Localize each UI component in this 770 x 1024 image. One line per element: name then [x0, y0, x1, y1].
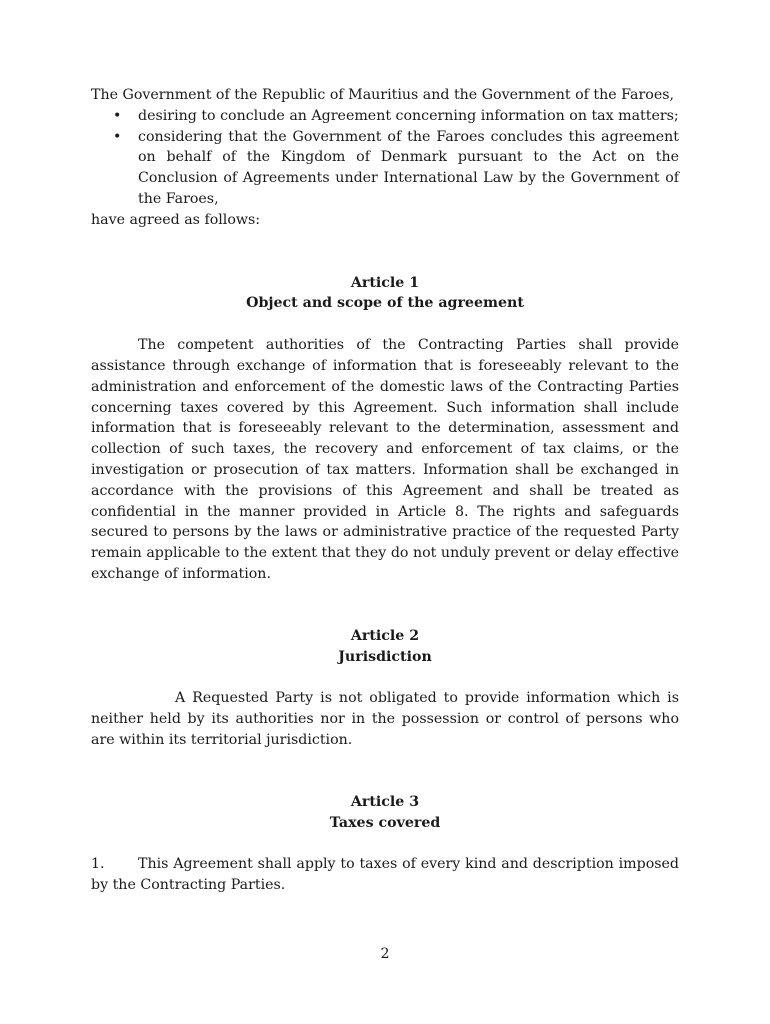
paragraph-text: This Agreement shall apply to taxes of every kind and description imposed by the Contracting Parties. [91, 856, 679, 894]
article-2-title: Jurisdiction [338, 648, 432, 665]
bullet-icon: • [113, 128, 122, 145]
article-3-number: Article 3 [350, 793, 420, 810]
article-1-body: The competent authorities of the Contracting Parties shall provide assistance through exchange of information that is foreseeably relevant to the administration and enforcement of the domestic laws of the Contracting Parties concerning taxes covered by this Agreement. Such information shall include information that is foreseeably relevant to the determination, assessment and collection of such taxes, the recovery and enforcement of tax claims, or the investigation or prosecution of tax matters. Information shall be exchanged in accordance with the provisions of this Agreement and shall be treated as confidential in the manner provided in Article 8. The rights and safeguards secured to persons by the laws or administrative practice of the requested Party remain applicable to the extent that they do not unduly prevent or delay effective exchange of information. [91, 337, 679, 582]
list-item [91, 106, 679, 127]
document-page [91, 85, 679, 896]
article-1-title: Object and scope of the agreement [246, 295, 524, 312]
preamble-bullets [91, 106, 679, 210]
preamble-closing: have agreed as follows: [91, 211, 261, 228]
page-number: 2 [380, 946, 390, 962]
list-item [91, 127, 679, 210]
article-2-number: Article 2 [350, 627, 420, 644]
article-3-title: Taxes covered [329, 814, 441, 831]
bullet-text: desiring to conclude an Agreement concerning information on tax matters; [138, 107, 679, 124]
preamble-line: The Government of the Republic of Mauritius and the Government of the Faroes, [91, 87, 675, 103]
article-3-paragraph-1 [91, 854, 679, 896]
paragraph-number: 1. [91, 856, 105, 873]
bullet-icon: • [113, 107, 122, 124]
article-2-body: A Requested Party is not obligated to provide information which is neither held by its authorities nor in the possession or control of persons who are within its territorial jurisdiction. [91, 690, 679, 748]
bullet-text: considering that the Government of the Faroes concludes this agreement on behalf of the Kingdom of Denmark pursuant to the Act on the Conclusion of Agreements under International Law by the Government of the Faroes, [138, 128, 679, 207]
article-1-number: Article 1 [350, 274, 420, 291]
